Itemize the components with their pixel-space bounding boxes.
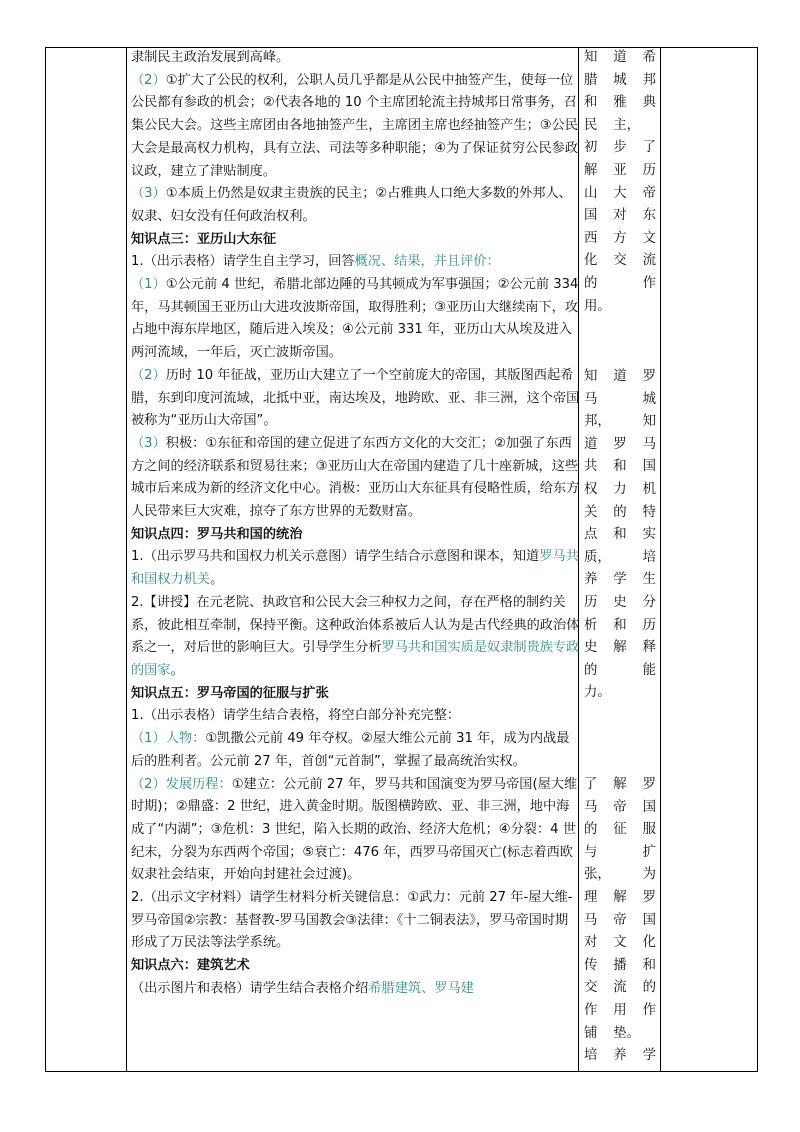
- note-char: 典: [642, 95, 656, 111]
- paragraph-text: 2.（出示文字材料）请学生材料分析关键信息：①武力：元前 27 年-屋大维-罗马帝国②宗教：基督教-罗马国教会③法律：《十二铜表法》，罗马帝国时期形成了万民法等法学系统。: [131, 890, 573, 951]
- note-char: 城: [642, 391, 656, 407]
- design-intent-note: [584, 47, 656, 318]
- note-line: [584, 819, 656, 842]
- note-char: 历: [642, 617, 656, 633]
- note-char: 养: [613, 1048, 627, 1064]
- note-line: [584, 273, 656, 296]
- note-char: 解: [613, 640, 627, 656]
- paragraph-text: ①本质上仍然是奴隶主贵族的民主；②占雅典人口绝大多数的外邦人、奴隶、妇女没有任何政治权利。: [131, 186, 572, 224]
- note-char: 希: [642, 50, 656, 65]
- note-char: 罗: [642, 889, 656, 905]
- note-char: 历: [584, 594, 598, 610]
- note-line: [584, 1023, 656, 1046]
- note-char: 与: [584, 844, 598, 860]
- note-char: 初: [584, 140, 598, 156]
- note-line: [584, 682, 656, 705]
- section-heading: [131, 524, 581, 547]
- paragraph-text: 1.（出示表格）请学生结合表格，将空白部分补充完整：: [131, 708, 461, 724]
- note-char: 解: [584, 162, 598, 178]
- note-char: 罗: [642, 777, 656, 792]
- note-line: [584, 456, 656, 479]
- note-line: [584, 411, 656, 434]
- section-heading: [131, 683, 581, 706]
- note-char: 了: [642, 140, 656, 156]
- note-line: [584, 502, 656, 525]
- note-char: 知: [584, 369, 598, 384]
- note-line: [584, 797, 656, 820]
- note-line: [584, 70, 656, 93]
- note-line: [584, 660, 656, 683]
- note-line: [584, 47, 656, 70]
- note-char: 大: [613, 185, 627, 201]
- note-line: [584, 205, 656, 228]
- note-char: 腊: [584, 72, 598, 88]
- note-char: 生: [642, 572, 656, 588]
- note-char: 和: [613, 617, 627, 633]
- note-char: 交: [584, 980, 598, 996]
- note-char: 关: [584, 504, 598, 520]
- note-char: 历: [642, 162, 656, 178]
- paragraph-text: ①凯撒公元前 49 年夺权。②屋大维公元前 31 年，成为内战最后的胜利者。公元前 27 年，首创“元首制”，掌握了最高统治实权。: [131, 731, 570, 769]
- paragraph-text: 知识点六：建筑艺术: [131, 958, 250, 974]
- content-paragraph: [131, 728, 581, 773]
- note-char: 亚: [613, 162, 627, 178]
- highlighted-text: （2）发展历程：: [131, 776, 232, 792]
- paragraph-text: ①公元前 4 世纪，希腊北部边陲的马其顿成为军事强国；②公元前 334 年，马其顿国王亚历山大进攻波斯帝国，取得胜利；③亚历山大继续南下，攻占地中海东岸地区，随后进入埃及；④公元前 331 年，亚历山大从埃及进入两河流域，一年后，灭亡波斯帝国。: [131, 277, 579, 361]
- note-line: [584, 955, 656, 978]
- note-char: 罗: [613, 436, 627, 452]
- note-line: [584, 524, 656, 547]
- note-char: 为: [642, 867, 656, 883]
- note-char: 共: [584, 459, 598, 475]
- paragraph-text: 知识点五：罗马帝国的征服与扩张: [131, 685, 329, 701]
- note-line: [584, 932, 656, 955]
- note-char: 张，: [584, 867, 611, 883]
- note-char: 和: [613, 459, 627, 475]
- note-line: [584, 115, 656, 138]
- paragraph-text: 历时 10 年征战，亚历山大建立了一个空前庞大的帝国，其版图西起希腊，东到印度河流域，北抵中亚，南达埃及，地跨欧、亚、非三洲，这个帝国被称为“亚历山大帝国”。: [131, 367, 580, 429]
- note-char: 马: [584, 912, 598, 928]
- content-paragraph: [131, 47, 581, 70]
- note-line: [584, 615, 656, 638]
- paragraph-text: 知识点四：罗马共和国的统治: [131, 526, 303, 542]
- paragraph-text: ①建立：公元前 27 年，罗马共和国演变为罗马帝国(屋大维时期)；②鼎盛：2 世纪，进入黄金时期。版图横跨欧、亚、非三洲，地中海成了“内湖”；③危机：3 世纪，陷入长期的政治、经济大危机；④分裂：4 世纪末，分裂为东西两个帝国；⑤衰亡：476 年，西罗马帝国灭亡(标志着西欧奴隶社会结束，开始向封建社会过渡)。: [131, 776, 578, 883]
- note-char: 的: [584, 275, 598, 291]
- note-char: 征: [613, 822, 627, 838]
- note-char: 培: [642, 549, 656, 565]
- note-line: [584, 183, 656, 206]
- note-char: 马: [584, 799, 598, 815]
- note-char: 作: [642, 275, 656, 291]
- paragraph-text: 1.（出示表格）请学生自主学习，回答: [131, 254, 355, 270]
- note-char: 文: [642, 230, 656, 246]
- content-paragraph: [131, 546, 581, 591]
- note-char: 释: [642, 640, 656, 656]
- note-char: 特: [642, 504, 656, 520]
- note-char: 的: [642, 980, 656, 996]
- note-line: [584, 887, 656, 910]
- note-line: [584, 296, 656, 319]
- note-char: 主，: [613, 117, 641, 133]
- paragraph-text: 。: [210, 572, 224, 588]
- note-char: 知: [584, 50, 598, 65]
- note-char: 国: [642, 459, 656, 475]
- note-char: 东: [642, 208, 656, 224]
- note-char: 的: [584, 822, 598, 838]
- note-char: 知: [642, 414, 656, 430]
- note-char: 化: [584, 253, 598, 269]
- note-char: 铺: [584, 1025, 598, 1041]
- highlighted-text: 希腊建筑、罗马建: [368, 980, 474, 996]
- section-heading: [131, 229, 581, 252]
- note-char: 的: [613, 504, 627, 520]
- design-intent-note: [584, 774, 656, 1068]
- paragraph-text: 2.【讲授】在元老院、执政官和公民大会三种权力之间，存在严格的制约关系，彼此相互牵制，保持平衡。这种政治体系被后人认为是古代经典的政治体系之一，对后世的影响巨大。引导学生分析: [131, 594, 580, 656]
- note-char: 服: [642, 822, 656, 838]
- note-line: [584, 1000, 656, 1023]
- row-divider: [578, 1071, 660, 1072]
- note-char: 文: [613, 935, 627, 951]
- highlighted-text: 概况、结果，并且评价：: [354, 254, 500, 270]
- highlighted-text: （3）: [131, 435, 166, 451]
- content-paragraph: [131, 70, 581, 184]
- section-heading: [131, 955, 581, 978]
- note-char: 帝: [642, 185, 656, 201]
- note-line: [584, 92, 656, 115]
- highlighted-text: 罗马共和国权力机关: [131, 549, 579, 588]
- note-char: 国: [642, 799, 656, 815]
- paragraph-text: 积极：①东征和帝国的建立促进了东西方文化的大交汇；②加强了东西方之间的经济联系和贸易往来；③亚历山大在帝国内建造了几十座新城，这些城市后来成为新的经济文化中心。消极：亚历山大东征具有侵略性质，给东方人民带来巨大灾难，掠夺了东方世界的无数财富。: [131, 435, 580, 520]
- note-char: 雅: [613, 95, 627, 111]
- note-line: [584, 569, 656, 592]
- paragraph-text: （出示图片和表格）请学生结合表格介绍: [131, 980, 369, 996]
- paragraph-text: 隶制民主政治发展到高峰。: [131, 50, 290, 65]
- teaching-content-cell: [131, 47, 581, 1001]
- note-line: [584, 637, 656, 660]
- note-char: 解: [613, 889, 627, 905]
- note-char: 用: [613, 1002, 627, 1018]
- paragraph-text: 。: [170, 662, 184, 678]
- note-char: 对: [584, 935, 598, 951]
- note-char: 马: [642, 436, 656, 452]
- content-paragraph: [131, 978, 581, 1001]
- note-char: 垫。: [613, 1025, 641, 1041]
- content-paragraph: [131, 705, 581, 728]
- note-line: [584, 366, 656, 389]
- note-char: 分: [642, 594, 656, 610]
- note-char: 帝: [613, 799, 627, 815]
- note-line: [584, 389, 656, 412]
- note-char: 用。: [584, 298, 611, 314]
- note-char: 交: [613, 253, 627, 269]
- note-char: 力: [613, 481, 627, 497]
- note-char: 帝: [613, 912, 627, 928]
- note-char: 道: [613, 369, 627, 384]
- note-char: 理: [584, 889, 598, 905]
- note-char: 权: [584, 481, 598, 497]
- paragraph-text: 1.（出示罗马共和国权力机关示意图）请学生结合示意图和课本，知道: [131, 549, 540, 565]
- note-char: 罗: [642, 369, 656, 384]
- note-line: [584, 479, 656, 502]
- highlighted-text: 罗马共和国实质是奴隶制贵族专政的国家: [131, 640, 580, 678]
- note-char: 质，: [584, 549, 611, 565]
- note-char: 点: [584, 527, 598, 543]
- note-char: 步: [613, 140, 627, 156]
- column-divider: [660, 48, 661, 1071]
- note-char: 养: [584, 572, 598, 588]
- content-paragraph: [131, 592, 581, 683]
- note-char: 国: [642, 912, 656, 928]
- note-line: [584, 434, 656, 457]
- paragraph-text: ①扩大了公民的权利，公职人员几乎都是从公民中抽签产生，使每一位公民都有参政的机会；②代表各地的 10 个主席团轮流主持城邦日常事务，召集公民大会。这些主席团由各地抽签产生，主席团主席也经抽签产生；③公民大会是最高权力机构，具有立法、司法等多种职能；④为了保证贫穷公民参政议政，建立了津贴制度。: [131, 72, 579, 179]
- note-char: 史: [613, 594, 627, 610]
- paragraph-text: 知识点三：亚历山大东征: [131, 231, 277, 247]
- note-char: 道: [584, 436, 598, 452]
- note-char: 能: [642, 662, 656, 678]
- highlighted-text: （1）人物：: [131, 731, 206, 747]
- note-char: 传: [584, 957, 598, 973]
- content-paragraph: [131, 251, 581, 274]
- content-paragraph: [131, 887, 581, 955]
- note-char: 作: [584, 1002, 598, 1018]
- content-paragraph: [131, 183, 581, 228]
- content-paragraph: [131, 274, 581, 365]
- note-char: 培: [584, 1048, 598, 1064]
- column-divider: [126, 48, 127, 1071]
- note-line: [584, 250, 656, 273]
- note-line: [584, 910, 656, 933]
- note-char: 和: [584, 95, 598, 111]
- note-char: 民: [584, 117, 598, 133]
- highlighted-text: （2）: [131, 367, 166, 383]
- note-char: 对: [613, 208, 627, 224]
- note-char: 和: [642, 957, 656, 973]
- note-char: 史: [584, 640, 598, 656]
- note-char: 城: [613, 72, 627, 88]
- note-line: [584, 228, 656, 251]
- note-line: [584, 864, 656, 887]
- note-char: 流: [642, 253, 656, 269]
- note-char: 邦: [642, 72, 656, 88]
- note-char: 实: [642, 527, 656, 543]
- note-char: 学: [613, 572, 627, 588]
- note-char: 扩: [642, 844, 656, 860]
- note-line: [584, 160, 656, 183]
- design-intent-note: [584, 366, 656, 705]
- note-char: 山: [584, 185, 598, 201]
- note-char: 力。: [584, 685, 611, 701]
- highlighted-text: （1）: [131, 277, 166, 293]
- note-line: [584, 977, 656, 1000]
- content-paragraph: [131, 365, 581, 433]
- note-char: 作: [642, 1002, 656, 1018]
- note-char: 西: [584, 230, 598, 246]
- note-char: 解: [613, 777, 627, 792]
- note-line: [584, 592, 656, 615]
- content-paragraph: [131, 433, 581, 524]
- note-line: [584, 137, 656, 160]
- note-char: 马: [584, 391, 598, 407]
- content-paragraph: [131, 774, 581, 888]
- note-char: 邦，: [584, 414, 611, 430]
- note-line: [584, 547, 656, 570]
- note-char: 析: [584, 617, 598, 633]
- note-char: 和: [613, 527, 627, 543]
- note-char: 方: [613, 230, 627, 246]
- note-line: [584, 842, 656, 865]
- note-char: 学: [642, 1048, 656, 1064]
- note-char: 机: [642, 481, 656, 497]
- note-line: [584, 774, 656, 797]
- note-char: 国: [584, 208, 598, 224]
- note-char: 了: [584, 777, 598, 792]
- highlighted-text: （3）: [131, 186, 166, 202]
- note-char: 化: [642, 935, 656, 951]
- note-char: 流: [613, 980, 627, 996]
- note-line: [584, 1045, 656, 1068]
- note-char: 道: [613, 50, 627, 65]
- note-char: 的: [584, 662, 598, 678]
- highlighted-text: （2）: [131, 72, 166, 88]
- note-char: 播: [613, 957, 627, 973]
